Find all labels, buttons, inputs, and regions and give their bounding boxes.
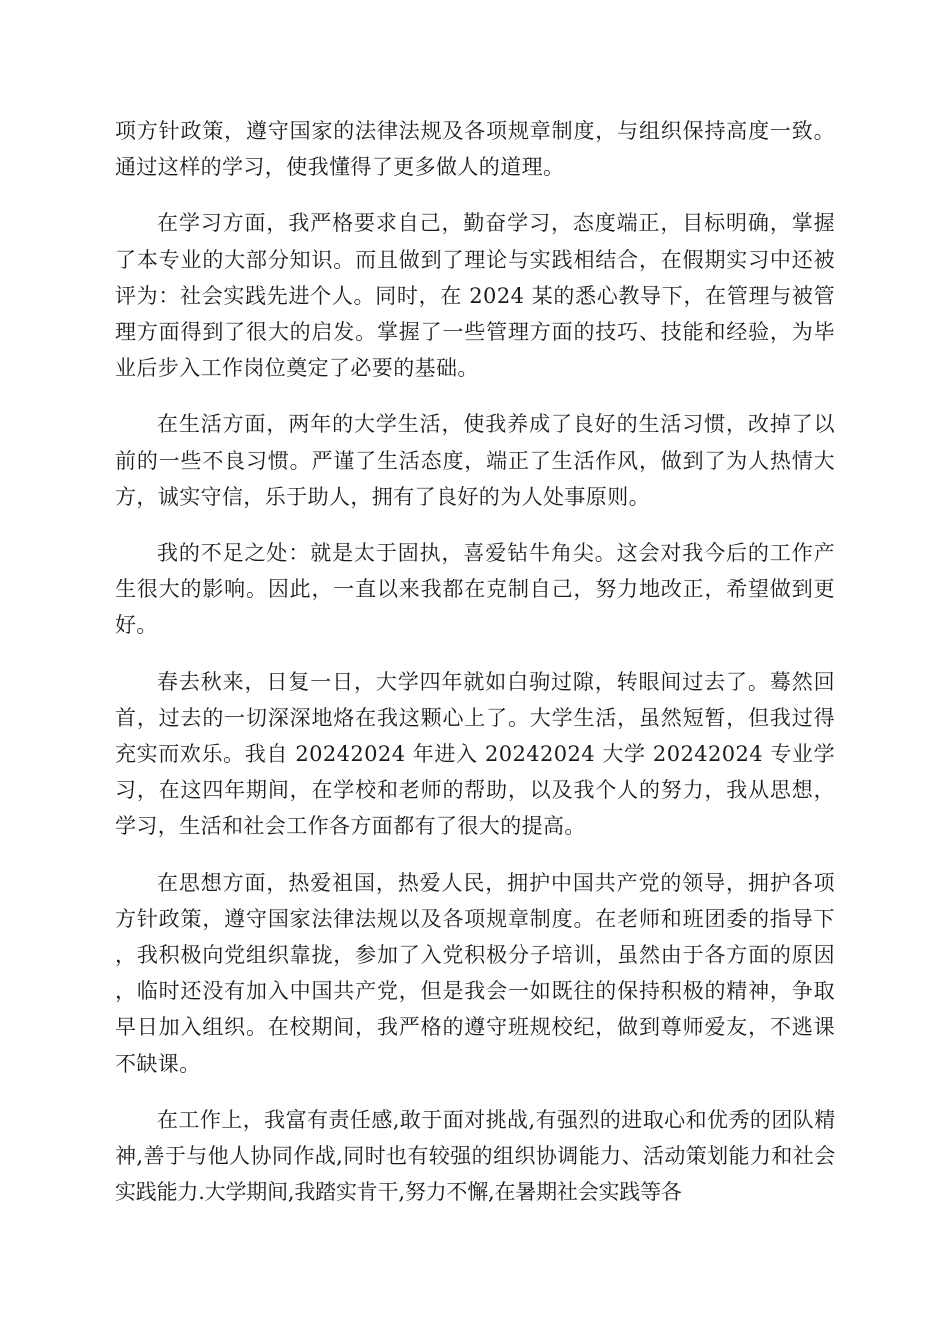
document-body <box>115 113 835 1230</box>
paragraph-work: 在工作上，我富有责任感,敢于面对挑战,有强烈的进取心和优秀的团队精神,善于与他人协同作战,同时也有较强的组织协调能力、活动策划能力和社会实践能力.大学期间,我踏实肯干,努力不懈,在暑期社会实践等各 <box>115 1107 835 1205</box>
paragraph-thought: 在思想方面，热爱祖国，热爱人民，拥护中国共产党的领导，拥护各项方针政策，遵守国家法律法规以及各项规章制度。在老师和班团委的指导下，我积极向党组织靠拢，参加了入党积极分子培训，虽然由于各方面的原因，临时还没有加入中国共产党，但是我会一如既往的保持积极的精神，争取早日加入组织。在校期间，我严格的遵守班规校纪，做到尊师爱友，不逃课不缺课。 <box>115 870 835 1076</box>
paragraph-study: 在学习方面，我严格要求自己，勤奋学习，态度端正，目标明确，掌握了本专业的大部分知识。而且做到了理论与实践相结合，在假期实习中还被评为：社会实践先进个人。同时，在 2024 某的悉心教导下，在管理与被管理方面得到了很大的启发。掌握了一些管理方面的技巧、技能和经验，为毕业后步入工作岗位奠定了必要的基础。 <box>115 211 835 381</box>
paragraph-shortcomings: 我的不足之处：就是太于固执，喜爱钻牛角尖。这会对我今后的工作产生很大的影响。因此，一直以来我都在克制自己，努力地改正，希望做到更好。 <box>115 541 835 638</box>
paragraph-continuation: 项方针政策，遵守国家的法律法规及各项规章制度，与组织保持高度一致。通过这样的学习，使我懂得了更多做人的道理。 <box>115 119 835 180</box>
paragraph-four-years: 春去秋来，日复一日，大学四年就如白驹过隙，转眼间过去了。蓦然回首，过去的一切深深地烙在我这颗心上了。大学生活，虽然短暂，但我过得充实而欢乐。我自 20242024 年进入 20242024 大学 20242024 专业学习，在这四年期间，在学校和老师的帮助，以及我个人的努力，我从思想，学习，生活和社会工作各方面都有了很大的提高。 <box>115 669 835 839</box>
paragraph-life: 在生活方面，两年的大学生活，使我养成了良好的生活习惯，改掉了以前的一些不良习惯。严谨了生活态度，端正了生活作风，做到了为人热情大方，诚实守信，乐于助人，拥有了良好的为人处事原则。 <box>115 412 835 509</box>
